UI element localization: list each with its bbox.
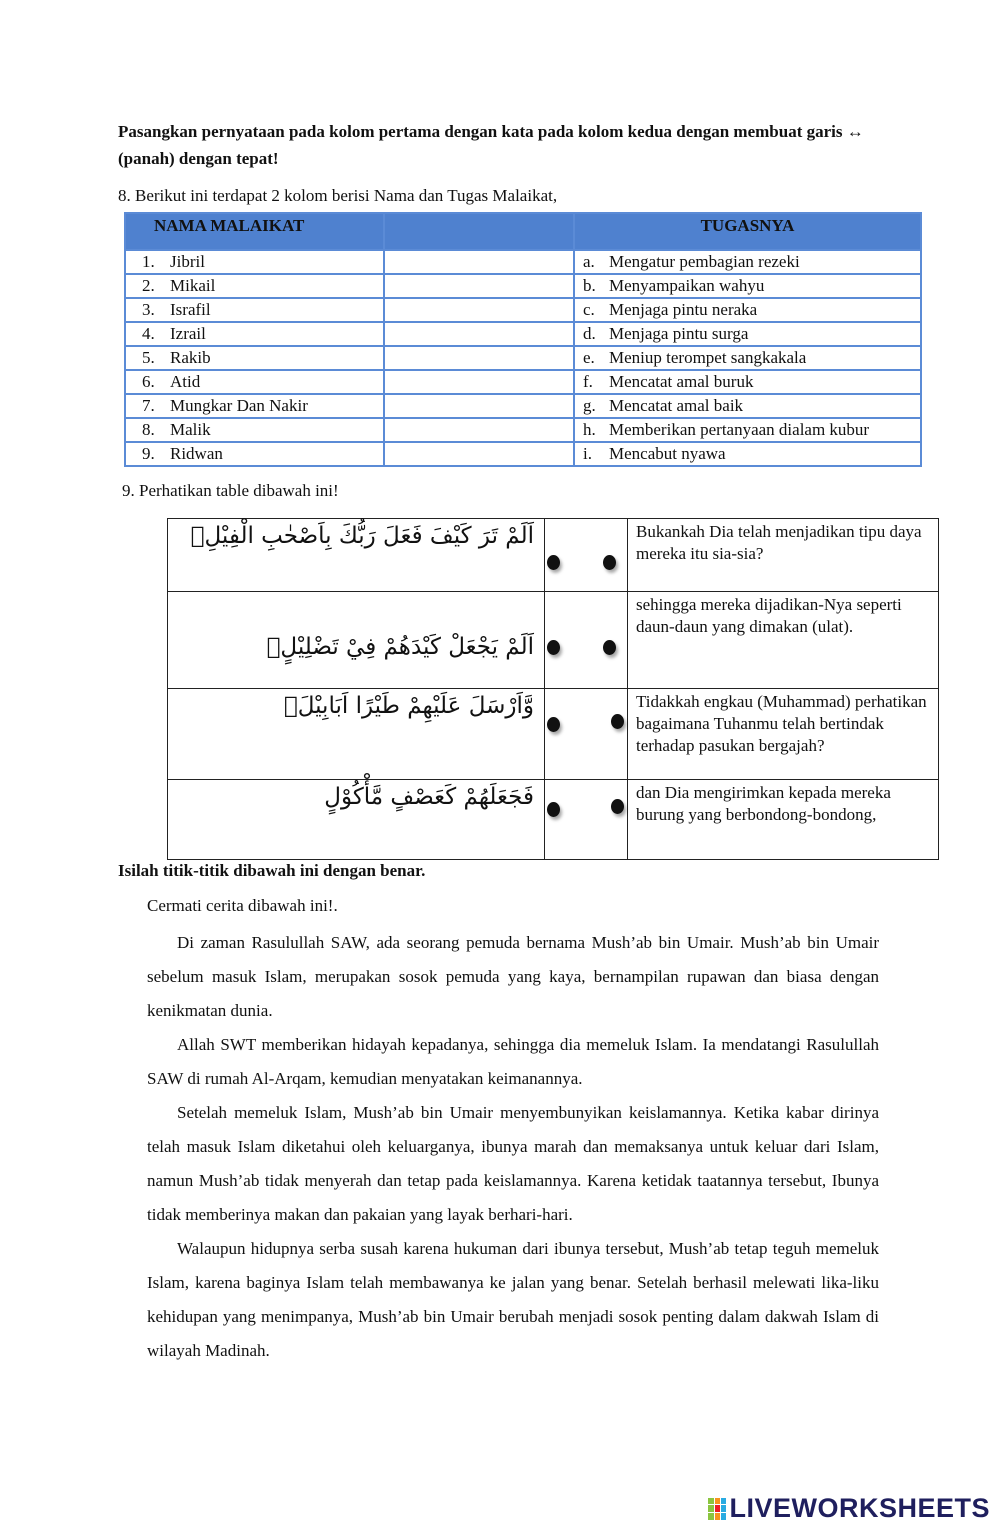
right-connect-dot[interactable]: [603, 640, 616, 655]
task-letter: g.: [583, 396, 596, 415]
malaikat-table: [124, 212, 922, 467]
row-number: 7.: [142, 396, 155, 415]
task-letter: b.: [583, 276, 596, 295]
story-paragraph: Di zaman Rasulullah SAW, ada seorang pemuda bernama Mush’ab bin Umair. Mush’ab bin Umair sebelum masuk Islam, merupakan sosok pemuda yang kaya, bernampilan rupawan dan biasa dengan kenikmatan dunia.: [147, 933, 879, 1020]
ayat-row: [168, 780, 939, 860]
task-cell: [574, 322, 921, 346]
task-cell: [574, 394, 921, 418]
row-number: 2.: [142, 276, 155, 295]
connector-cell[interactable]: [384, 394, 574, 418]
question-9: 9. Perhatikan table dibawah ini!: [122, 481, 339, 500]
angel-name: Rakib: [170, 348, 211, 367]
story-paragraph: Walaupun hidupnya serba susah karena hukuman dari ibunya tersebut, Mush’ab tetap teguh memeluk Islam, karena baginya Islam telah membawanya ke jalan yang benar. Setelah berhasil melewati lika-liku kehidupan yang menimpanya, Mush’ab bin Umair berubah menjadi sosok penting dalam dakwah Islam di wilayah Madinah.: [147, 1239, 879, 1360]
right-connect-dot[interactable]: [603, 555, 616, 570]
row-number: 9.: [142, 444, 155, 463]
row-number: 8.: [142, 420, 155, 439]
angel-name-cell: [125, 346, 384, 370]
ayat-row: [168, 519, 939, 592]
task-cell: [574, 442, 921, 466]
logo-text: LIVEWORKSHEETS: [729, 1493, 990, 1523]
angel-name: Ridwan: [170, 444, 223, 463]
right-connect-dot[interactable]: [611, 714, 624, 729]
dot-connector-cell: [545, 780, 628, 860]
story-text: [147, 926, 879, 1368]
verse-translation: dan Dia mengirimkan kepada mereka burung yang berbondong-bondong,: [628, 780, 939, 860]
arabic-verse: اَلَمْ يَجْعَلْ كَيْدَهُمْ فِيْ تَضْلِيْلٍۙ: [168, 592, 545, 689]
verse-translation: Tidakkah engkau (Muhammad) perhatikan bagaimana Tuhanmu telah bertindak terhadap pasukan bergajah?: [628, 689, 939, 780]
task-letter: f.: [583, 372, 593, 391]
header-name: NAMA MALAIKAT: [125, 213, 384, 250]
row-number: 4.: [142, 324, 155, 343]
section-subtitle: Cermati cerita dibawah ini!.: [147, 896, 338, 915]
header-empty: [384, 213, 574, 250]
story-paragraph: Setelah memeluk Islam, Mush’ab bin Umair menyembunyikan keislamannya. Ketika kabar dirinya telah masuk Islam diketahui oleh keluarganya, ibunya marah dan memaksanya untuk keluar dari Islam, namun Mush’ab tidak menyerah dan tetap pada keislamannya. Karena ketidak taatannya tersebut, Ibunya tidak memberinya makan dan pakaian yang layak berhari-hari.: [147, 1103, 879, 1224]
row-number: 1.: [142, 252, 155, 271]
connector-cell[interactable]: [384, 346, 574, 370]
connector-cell[interactable]: [384, 274, 574, 298]
arabic-verse: فَجَعَلَهُمْ كَعَصْفٍ مَّأْكُوْلٍ: [168, 780, 545, 860]
table-row: [125, 442, 921, 466]
table-row: [125, 370, 921, 394]
table-header-row: [125, 213, 921, 250]
row-number: 6.: [142, 372, 155, 391]
arabic-verse: اَلَمْ تَرَ كَيْفَ فَعَلَ رَبُّكَ بِاَصْحٰبِ الْفِيْلِۗ: [168, 519, 545, 592]
task-text: Menjaga pintu surga: [609, 324, 749, 343]
angel-name: Izrail: [170, 324, 206, 343]
ayat-row: [168, 592, 939, 689]
left-connect-dot[interactable]: [547, 717, 560, 732]
angel-name-cell: [125, 250, 384, 274]
task-letter: e.: [583, 348, 595, 367]
left-connect-dot[interactable]: [547, 640, 560, 655]
angel-name: Mikail: [170, 276, 216, 295]
angel-name-cell: [125, 418, 384, 442]
task-text: Mencatat amal baik: [609, 396, 744, 415]
question-8: 8. Berikut ini terdapat 2 kolom berisi Nama dan Tugas Malaikat,: [118, 186, 558, 205]
task-text: Meniup terompet sangkakala: [609, 348, 807, 367]
dot-connector-cell: [545, 592, 628, 689]
connector-cell[interactable]: [384, 418, 574, 442]
angel-name: Jibril: [170, 252, 205, 271]
angel-name: Atid: [170, 372, 201, 391]
angel-name: Malik: [170, 420, 211, 439]
table-row: [125, 418, 921, 442]
task-text: Menjaga pintu neraka: [609, 300, 758, 319]
angel-name-cell: [125, 274, 384, 298]
angel-name-cell: [125, 322, 384, 346]
table-row: [125, 274, 921, 298]
task-cell: [574, 274, 921, 298]
task-text: Mengatur pembagian rezeki: [609, 252, 800, 271]
angel-name-cell: [125, 370, 384, 394]
connector-cell[interactable]: [384, 322, 574, 346]
dot-connector-cell: [545, 689, 628, 780]
angel-name-cell: [125, 298, 384, 322]
task-cell: [574, 418, 921, 442]
task-text: Mencabut nyawa: [609, 444, 726, 463]
right-connect-dot[interactable]: [611, 799, 624, 814]
ayat-row: [168, 689, 939, 780]
ayat-matching-table: [167, 518, 939, 860]
instructions: Pasangkan pernyataan pada kolom pertama dengan kata pada kolom kedua dengan membuat garis ↔ (panah) dengan tepat!: [118, 122, 864, 168]
task-cell: [574, 346, 921, 370]
story-paragraph: Allah SWT memberikan hidayah kepadanya, sehingga dia memeluk Islam. Ia mendatangi Rasulullah SAW di rumah Al-Arqam, kemudian menyatakan keimanannya.: [147, 1035, 879, 1088]
angel-name: Israfil: [170, 300, 211, 319]
arabic-verse: وَّاَرْسَلَ عَلَيْهِمْ طَيْرًا اَبَابِيْلَۙ: [168, 689, 545, 780]
header-task: TUGASNYA: [574, 213, 921, 250]
left-connect-dot[interactable]: [547, 555, 560, 570]
liveworksheets-logo: [708, 1493, 990, 1524]
verse-translation: Bukankah Dia telah menjadikan tipu daya mereka itu sia-sia?: [628, 519, 939, 592]
angel-name-cell: [125, 394, 384, 418]
table-row: [125, 250, 921, 274]
task-letter: a.: [583, 252, 595, 271]
task-letter: h.: [583, 420, 596, 439]
logo-icon: [708, 1498, 726, 1520]
connector-cell[interactable]: [384, 442, 574, 466]
task-cell: [574, 250, 921, 274]
dot-connector-cell: [545, 519, 628, 592]
connector-cell[interactable]: [384, 298, 574, 322]
angel-name: Mungkar Dan Nakir: [170, 396, 308, 415]
left-connect-dot[interactable]: [547, 802, 560, 817]
connector-cell[interactable]: [384, 370, 574, 394]
section-title: Isilah titik-titik dibawah ini dengan benar.: [118, 861, 426, 880]
task-letter: d.: [583, 324, 596, 343]
task-cell: [574, 298, 921, 322]
task-letter: c.: [583, 300, 595, 319]
connector-cell[interactable]: [384, 250, 574, 274]
row-number: 5.: [142, 348, 155, 367]
verse-translation: sehingga mereka dijadikan-Nya seperti daun-daun yang dimakan (ulat).: [628, 592, 939, 689]
table-row: [125, 346, 921, 370]
table-row: [125, 298, 921, 322]
table-row: [125, 322, 921, 346]
angel-name-cell: [125, 442, 384, 466]
task-text: Memberikan pertanyaan dialam kubur: [609, 420, 870, 439]
task-text: Menyampaikan wahyu: [609, 276, 765, 295]
row-number: 3.: [142, 300, 155, 319]
task-cell: [574, 370, 921, 394]
task-letter: i.: [583, 444, 592, 463]
table-row: [125, 394, 921, 418]
task-text: Mencatat amal buruk: [609, 372, 754, 391]
